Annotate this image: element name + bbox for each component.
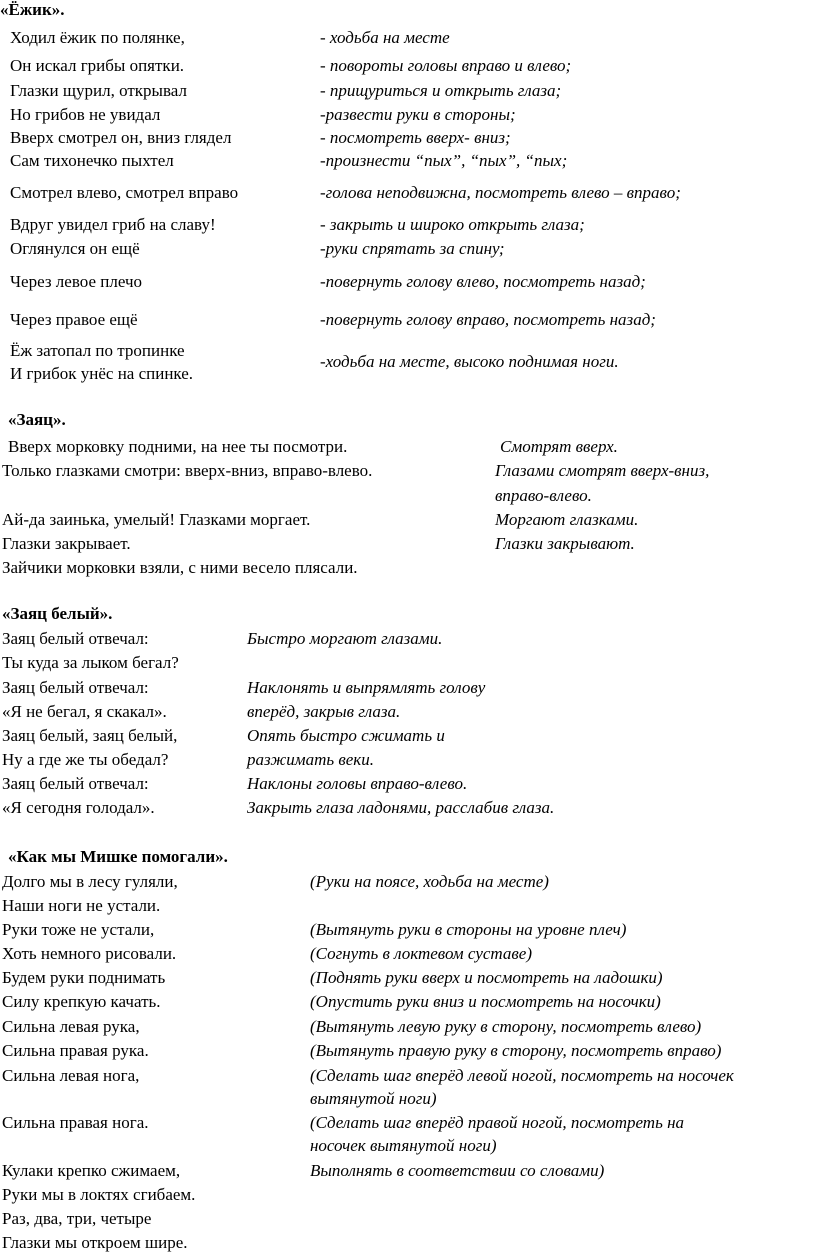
hedgehog-line: Через левое плечо [10, 272, 143, 291]
hedgehog-action: -произнести “пых”, “пых”, “пых; [320, 151, 568, 170]
bear-action: Выполнять в соответствии со словами) [310, 1161, 605, 1180]
hare-action: Моргают глазками. [495, 510, 639, 529]
bear-line: Раз, два, три, четыре [2, 1209, 152, 1228]
hedgehog-action: -голова неподвижна, посмотреть влево – вправо; [320, 183, 681, 202]
hedgehog-action: - повороты головы вправо и влево; [320, 56, 572, 75]
white-hare-line: Заяц белый отвечал: [2, 774, 149, 793]
bear-line: Руки мы в локтях сгибаем. [2, 1185, 196, 1204]
hedgehog-line: Оглянулся он ещё [10, 239, 140, 258]
hedgehog-line: Вверх смотрел он, вниз глядел [10, 128, 232, 147]
hedgehog-line: Но грибов не увидал [10, 105, 161, 124]
hedgehog-action: - закрыть и широко открыть глаза; [320, 215, 585, 234]
white-hare-action: Быстро моргают глазами. [247, 629, 443, 648]
bear-action: вытянутой ноги) [310, 1089, 437, 1108]
hedgehog-line: Глазки щурил, открывал [10, 81, 187, 100]
hedgehog-line: Сам тихонечко пыхтел [10, 151, 174, 170]
hedgehog-action: -развести руки в стороны; [320, 105, 516, 124]
hedgehog-line: И грибок унёс на спинке. [10, 364, 194, 383]
white-hare-line: Ты куда за лыком бегал? [2, 653, 179, 672]
bear-action: (Вытянуть левую руку в сторону, посмотреть влево) [310, 1017, 702, 1036]
bear-line: Кулаки крепко сжимаем, [2, 1161, 181, 1180]
hare-line: Зайчики морковки взяли, с ними весело плясали. [2, 558, 358, 577]
hare-action: Глазами смотрят вверх-вниз, [495, 461, 710, 480]
hare-action: вправо-влево. [495, 486, 592, 505]
bear-line: Хоть немного рисовали. [2, 944, 177, 963]
bear-action: (Поднять руки вверх и посмотреть на ладошки) [310, 968, 663, 987]
bear-line: Сильна левая рука, [2, 1017, 140, 1036]
section-title-hedgehog: «Ёжик». [0, 0, 65, 19]
hedgehog-action: -повернуть голову вправо, посмотреть назад; [320, 310, 656, 329]
white-hare-line: «Я не бегал, я скакал». [2, 702, 167, 721]
bear-line: Долго мы в лесу гуляли, [2, 872, 178, 891]
white-hare-action: разжимать веки. [247, 750, 374, 769]
white-hare-action: вперёд, закрыв глаза. [247, 702, 401, 721]
bear-action: (Вытянуть правую руку в сторону, посмотреть вправо) [310, 1041, 722, 1060]
bear-line: Силу крепкую качать. [2, 992, 161, 1011]
bear-line: Сильна левая нога, [2, 1066, 140, 1085]
hare-line: Глазки закрывает. [2, 534, 131, 553]
hare-action: Смотрят вверх. [500, 437, 618, 456]
bear-action: (Согнуть в локтевом суставе) [310, 944, 532, 963]
section-title-white-hare: «Заяц белый». [2, 604, 113, 623]
hare-line: Ай-да заинька, умелый! Глазками моргает. [2, 510, 311, 529]
hedgehog-line: Вдруг увидел гриб на славу! [10, 215, 216, 234]
hedgehog-action: - ходьба на месте [320, 28, 450, 47]
section-title-hare: «Заяц». [8, 410, 66, 429]
white-hare-line: «Я сегодня голодал». [2, 798, 155, 817]
hedgehog-line: Он искал грибы опятки. [10, 56, 185, 75]
bear-action: (Вытянуть руки в стороны на уровне плеч) [310, 920, 627, 939]
hedgehog-action: -ходьба на месте, высоко поднимая ноги. [320, 352, 619, 371]
hare-line: Вверх морковку подними, на нее ты посмотри. [8, 437, 348, 456]
hedgehog-line: Смотрел влево, смотрел вправо [10, 183, 239, 202]
bear-action: (Сделать шаг вперёд левой ногой, посмотреть на носочек [310, 1066, 734, 1085]
hedgehog-action: -руки спрятать за спину; [320, 239, 505, 258]
hedgehog-line: Через правое ещё [10, 310, 138, 329]
bear-line: Руки тоже не устали, [2, 920, 155, 939]
white-hare-line: Заяц белый отвечал: [2, 678, 149, 697]
white-hare-action: Наклонять и выпрямлять голову [247, 678, 486, 697]
section-title-bear: «Как мы Мишке помогали». [8, 847, 228, 866]
bear-line: Глазки мы откроем шире. [2, 1233, 188, 1252]
bear-action: (Сделать шаг вперёд правой ногой, посмотреть на [310, 1113, 685, 1132]
hare-line: Только глазками смотри: вверх-вниз, вправо-влево. [2, 461, 373, 480]
bear-action: (Опустить руки вниз и посмотреть на носочки) [310, 992, 661, 1011]
white-hare-action: Наклоны головы вправо-влево. [247, 774, 468, 793]
bear-action: (Руки на поясе, ходьба на месте) [310, 872, 549, 891]
bear-line: Будем руки поднимать [2, 968, 166, 987]
hedgehog-line: Ходил ёжик по полянке, [10, 28, 185, 47]
white-hare-action: Закрыть глаза ладонями, расслабив глаза. [247, 798, 555, 817]
white-hare-line: Заяц белый отвечал: [2, 629, 149, 648]
hedgehog-action: -повернуть голову влево, посмотреть назад; [320, 272, 646, 291]
white-hare-line: Ну а где же ты обедал? [2, 750, 169, 769]
hedgehog-line: Ёж затопал по тропинке [10, 341, 185, 360]
white-hare-action: Опять быстро сжимать и [247, 726, 445, 745]
bear-line: Сильна правая рука. [2, 1041, 149, 1060]
white-hare-line: Заяц белый, заяц белый, [2, 726, 178, 745]
hare-action: Глазки закрывают. [495, 534, 635, 553]
hedgehog-action: - прищуриться и открыть глаза; [320, 81, 562, 100]
bear-line: Наши ноги не устали. [2, 896, 161, 915]
bear-line: Сильна правая нога. [2, 1113, 149, 1132]
bear-action: носочек вытянутой ноги) [310, 1136, 497, 1155]
hedgehog-action: - посмотреть вверх- вниз; [320, 128, 511, 147]
